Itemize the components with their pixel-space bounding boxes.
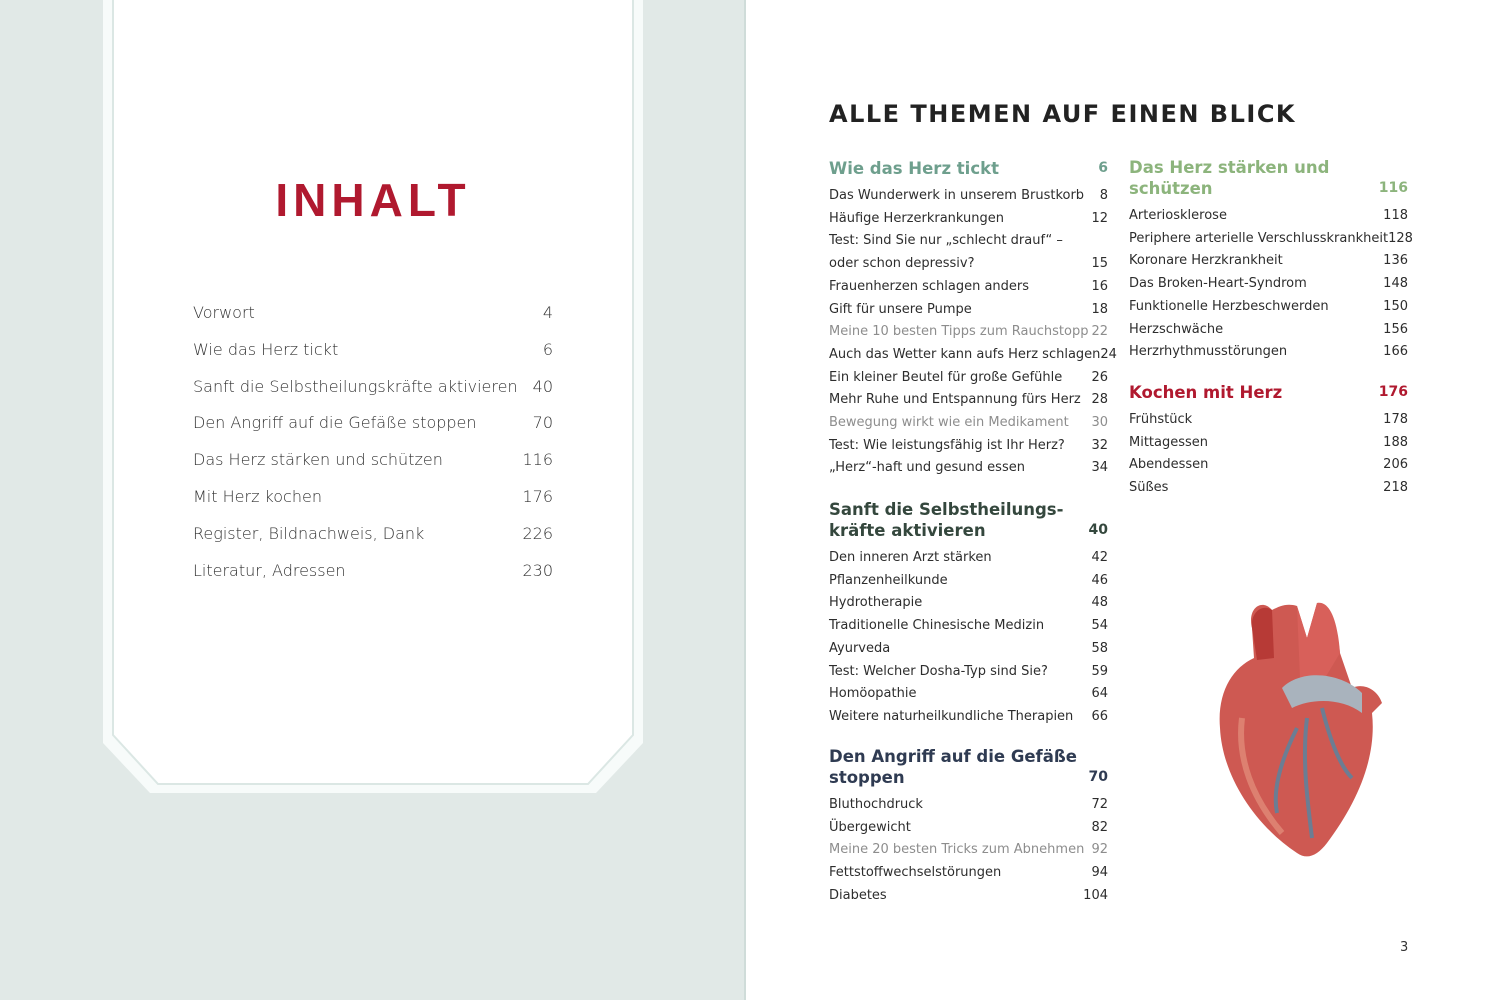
entry-title: Test: Wie leistungsfähig ist Ihr Herz? [829, 437, 1065, 453]
toc-entry[interactable] [829, 208, 1108, 231]
entry-title: Das Broken-Heart-Syndrom [1129, 276, 1307, 292]
entry-page: 30 [1091, 415, 1108, 431]
entry-page: 148 [1383, 276, 1408, 292]
entry-title: Meine 10 besten Tipps zum Rauchstopp [829, 324, 1089, 340]
toc-entry[interactable] [1129, 273, 1408, 296]
entry-page: 6 [542, 339, 553, 359]
entry-page: 15 [1091, 256, 1108, 272]
toc-entry[interactable] [829, 412, 1108, 435]
entry-title: Diabetes [829, 887, 887, 903]
entry-page: 22 [1091, 324, 1108, 340]
entry-title: Abendessen [1129, 457, 1209, 473]
section-page: 40 [1088, 522, 1108, 538]
entry-page: 48 [1091, 595, 1108, 611]
entry-title: Funktionelle Herzbeschwerden [1129, 298, 1329, 314]
entry-page: 12 [1091, 210, 1108, 226]
overview-title: ALLE THEMEN AUF EINEN BLICK [829, 100, 1297, 128]
toc-entry[interactable] [829, 683, 1108, 706]
entry-title: Wie das Herz tickt [193, 339, 339, 359]
entry-page: 206 [1383, 457, 1408, 473]
entry-page: 46 [1091, 572, 1108, 588]
entry-page: 92 [1091, 842, 1108, 858]
section-page: 176 [1378, 384, 1408, 400]
entry-title: Literatur, Adressen [193, 560, 346, 580]
toc-entry[interactable] [829, 299, 1108, 322]
entry-title: Süßes [1129, 480, 1169, 496]
toc-section [829, 499, 1108, 729]
toc-entry[interactable] [829, 839, 1108, 862]
toc-entry[interactable] [829, 367, 1108, 390]
entry-title: Koronare Herzkrankheit [1129, 253, 1283, 269]
entry-page: 218 [1383, 480, 1408, 496]
contents-title: INHALT [275, 174, 471, 226]
entry-title: Mittagessen [1129, 434, 1209, 450]
toc-entry[interactable] [829, 253, 1108, 276]
entry-title: Ein kleiner Beutel für große Gefühle [829, 369, 1063, 385]
entry-title: Den Angriff auf die Gefäße stoppen [193, 413, 477, 433]
toc-entry[interactable] [829, 570, 1108, 593]
entry-page: 156 [1383, 321, 1408, 337]
toc-section [1129, 157, 1413, 364]
entry-title: Herzschwäche [1129, 321, 1224, 337]
entry-title: Register, Bildnachweis, Dank [193, 523, 425, 543]
entry-page: 226 [522, 523, 553, 543]
entry-page: 58 [1091, 640, 1108, 656]
entry-page: 136 [1383, 253, 1408, 269]
toc-entry[interactable] [829, 276, 1108, 299]
entry-title: Frühstück [1129, 412, 1193, 427]
entry-page: 32 [1091, 437, 1108, 453]
toc-entry[interactable] [829, 321, 1108, 344]
heart-illustration [1212, 598, 1387, 863]
entry-title: Homöopathie [829, 686, 917, 702]
contents-entry[interactable] [193, 377, 553, 396]
entry-title: Gift für unsere Pumpe [829, 301, 972, 317]
entry-page: 118 [1383, 208, 1408, 223]
entry-page: 116 [522, 450, 553, 470]
entry-page: 26 [1091, 369, 1108, 385]
toc-entry[interactable] [1129, 477, 1408, 500]
toc-entry[interactable] [1129, 341, 1408, 364]
toc-entry[interactable] [1129, 454, 1408, 477]
section-heading-line: Sanft die Selbstheilungs- [829, 500, 1064, 519]
toc-section [829, 158, 1117, 480]
entry-title: Bewegung wirkt wie ein Medikament [829, 415, 1069, 431]
entry-title: Traditionelle Chinesische Medizin [829, 618, 1045, 634]
entry-title: Das Wunderwerk in unserem Brustkorb [829, 188, 1085, 203]
entry-title: Test: Welcher Dosha-Typ sind Sie? [829, 663, 1048, 679]
contents-card-frame [103, 0, 643, 793]
entry-page: 8 [1099, 188, 1108, 203]
entry-title: Häufige Herzerkrankungen [829, 210, 1005, 226]
toc-entry[interactable] [829, 457, 1108, 480]
entry-title: Übergewicht [829, 819, 911, 835]
entry-page: 59 [1091, 663, 1108, 679]
toc-entry[interactable] [829, 862, 1108, 885]
entry-title: Fettstoffwechselstörungen [829, 865, 1002, 881]
toc-entry[interactable] [829, 230, 1108, 253]
toc-entry[interactable] [829, 638, 1108, 661]
toc-entry[interactable] [829, 435, 1108, 458]
section-heading-line: kräfte aktivieren [829, 521, 986, 540]
entry-page: 16 [1091, 278, 1108, 294]
entry-page: 64 [1091, 686, 1108, 702]
contents-entry[interactable] [193, 561, 553, 580]
entry-page: 34 [1091, 460, 1108, 476]
toc-entry[interactable] [1129, 432, 1408, 455]
entry-page: 42 [1091, 550, 1108, 565]
entry-page: 128 [1388, 230, 1413, 246]
contents-entry[interactable] [193, 340, 553, 359]
entry-title: Mit Herz kochen [193, 487, 322, 506]
section-page: 6 [1098, 160, 1108, 176]
section-heading-line: stoppen [829, 768, 905, 787]
toc-entry[interactable] [829, 592, 1108, 615]
entry-title: Vorwort [193, 303, 255, 322]
entry-title: „Herz“-haft und gesund essen [829, 460, 1025, 476]
contents-entry[interactable] [193, 524, 553, 543]
entry-title: Arteriosklerose [1129, 208, 1227, 223]
section-heading-line: Wie das Herz tickt [829, 159, 999, 178]
entry-title: Den inneren Arzt stärken [829, 550, 992, 565]
entry-page: 166 [1383, 344, 1408, 360]
entry-page: 178 [1383, 412, 1408, 427]
entry-title: Das Herz stärken und schützen [193, 450, 443, 470]
page-number: 3 [1400, 940, 1409, 955]
toc-entry[interactable] [829, 615, 1108, 638]
entry-title: Meine 20 besten Tricks zum Abnehmen [829, 842, 1085, 858]
entry-title: Mehr Ruhe und Entspannung fürs Herz [829, 392, 1081, 408]
toc-entry[interactable] [829, 661, 1108, 684]
entry-page: 72 [1091, 797, 1108, 812]
entry-title: Ayurveda [829, 640, 891, 656]
entry-page: 70 [532, 413, 553, 433]
section-page: 70 [1088, 769, 1108, 785]
entry-title: Weitere naturheilkundliche Therapien [829, 708, 1074, 724]
entry-title: Hydrotherapie [829, 595, 923, 611]
entry-title: oder schon depressiv? [829, 256, 975, 272]
toc-entry[interactable] [829, 185, 1108, 208]
toc-entry[interactable] [829, 547, 1108, 570]
contents-entry[interactable] [193, 450, 553, 469]
entry-title: Herzrhythmusstörungen [1129, 344, 1288, 360]
section-heading-line: schützen [1129, 179, 1213, 198]
entry-title: Sanft die Selbstheilungskräfte aktivieren [193, 376, 518, 396]
toc-section [829, 746, 1108, 908]
entry-page: 28 [1091, 392, 1108, 408]
entry-page: 24 [1100, 346, 1117, 362]
entry-page: 18 [1091, 301, 1108, 317]
toc-entry[interactable] [829, 885, 1108, 908]
entry-page: 94 [1091, 865, 1108, 881]
entry-page: 4 [542, 303, 553, 322]
toc-entry[interactable] [1129, 205, 1408, 228]
contents-entry[interactable] [193, 413, 553, 432]
section-heading[interactable] [1129, 157, 1408, 199]
entry-title: Pflanzenheilkunde [829, 572, 948, 588]
toc-entry[interactable] [829, 817, 1108, 840]
entry-title: Frauenherzen schlagen anders [829, 278, 1030, 294]
entry-title: Periphere arterielle Verschlusskrankheit [1129, 230, 1389, 246]
toc-entry[interactable] [829, 344, 1117, 367]
section-heading[interactable] [829, 158, 1108, 179]
toc-entry[interactable] [1129, 409, 1408, 432]
entry-page: 150 [1383, 298, 1408, 314]
toc-entry[interactable] [1129, 296, 1408, 319]
contents-entry[interactable] [193, 487, 553, 506]
section-heading[interactable] [1129, 382, 1408, 403]
section-heading[interactable] [829, 746, 1108, 788]
toc-entry[interactable] [829, 389, 1108, 412]
entry-page: 188 [1383, 434, 1408, 450]
entry-page: 66 [1091, 708, 1108, 724]
entry-page: 230 [522, 560, 553, 580]
toc-entry[interactable] [1129, 319, 1408, 342]
toc-entry[interactable] [1129, 250, 1408, 273]
toc-entry[interactable] [1129, 228, 1413, 251]
contents-entry[interactable] [193, 303, 553, 322]
entry-title: Bluthochdruck [829, 797, 923, 812]
toc-entry[interactable] [829, 706, 1108, 729]
entry-page: 40 [532, 376, 553, 396]
entry-page: 54 [1091, 618, 1108, 634]
toc-section [1129, 382, 1408, 500]
entry-page: 82 [1091, 819, 1108, 835]
entry-page: 104 [1083, 887, 1108, 903]
entry-title: Test: Sind Sie nur „schlecht drauf“ – [829, 233, 1063, 249]
entry-title: Auch das Wetter kann aufs Herz schlagen [829, 346, 1101, 362]
section-page: 116 [1378, 180, 1408, 196]
section-heading-line: Den Angriff auf die Gefäße [829, 747, 1077, 766]
section-heading-line: Kochen mit Herz [1129, 383, 1283, 402]
toc-entry[interactable] [829, 794, 1108, 817]
entry-page: 176 [522, 487, 553, 506]
section-heading[interactable] [829, 499, 1108, 541]
section-heading-line: Das Herz stärken und [1129, 158, 1330, 177]
